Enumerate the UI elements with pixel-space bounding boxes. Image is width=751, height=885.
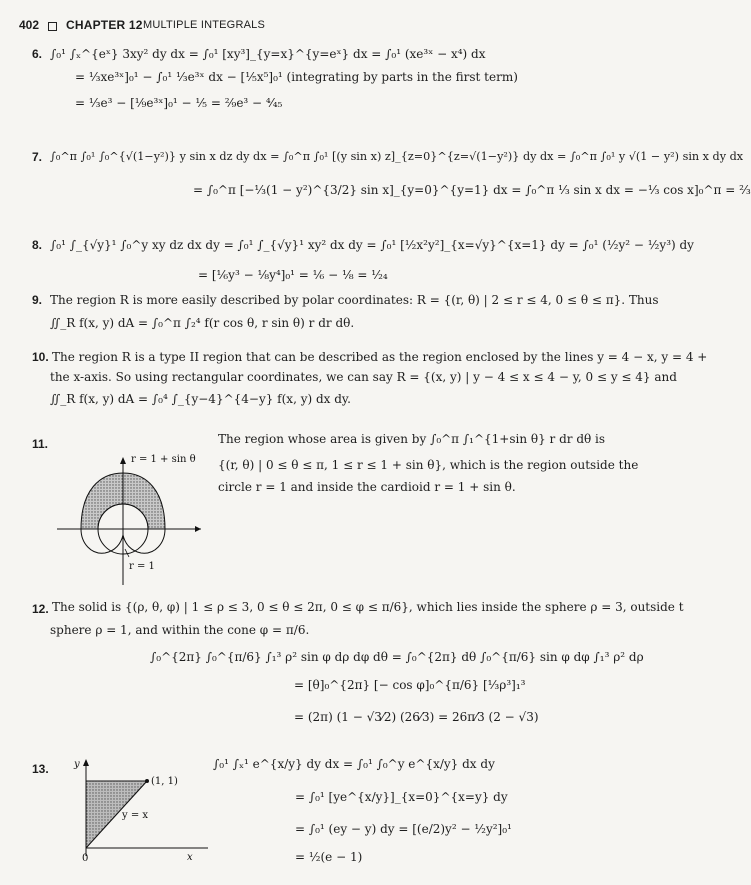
chapter-label: CHAPTER 12: [66, 18, 143, 32]
cardioid-figure: [55, 445, 205, 590]
problem-13-line-2: = ∫₀¹ [ye^{x/y}]_{x=0}^{x=y} dy: [295, 790, 508, 804]
problem-10-line-1: The region R is a type II region that can be described as the region enclosed by the lines y = 4 − x, y = 4 +: [52, 350, 708, 364]
problem-10-line-2: the x-axis. So using rectangular coordinates, we can say R = {(x, y) | y − 4 ≤ x ≤ 4 − y, 0 ≤ y ≤ 4} and: [50, 370, 677, 384]
problem-7-number: 7.: [32, 150, 43, 164]
point-1-1: [145, 779, 149, 783]
x-axis-label: x: [187, 852, 193, 863]
problem-9-number: 9.: [32, 293, 43, 307]
problem-9-line-1: The region R is more easily described by polar coordinates: R = {(r, θ) | 2 ≤ r ≤ 4, 0 ≤ θ ≤ π}. Thus: [50, 293, 659, 307]
problem-8-number: 8.: [32, 238, 43, 252]
header-box-icon: [48, 22, 57, 31]
problem-8-line-2: = [⅙y³ − ⅛y⁴]₀¹ = ⅙ − ⅛ = ¹⁄₂₄: [198, 268, 388, 282]
problem-12-line-2: sphere ρ = 1, and within the cone φ = π/6.: [50, 623, 310, 637]
page-number: 402: [19, 18, 40, 32]
problem-12-line-3: ∫₀^{2π} ∫₀^{π/6} ∫₁³ ρ² sin φ dρ dφ dθ = ∫₀^{2π} dθ ∫₀^{π/6} sin φ dφ ∫₁³ ρ² dρ: [150, 650, 644, 664]
cardioid-label: r = 1 + sin θ: [131, 454, 196, 465]
problem-11-line-3: circle r = 1 and inside the cardioid r = 1 + sin θ.: [218, 480, 516, 494]
problem-11-line-1: The region whose area is given by ∫₀^π ∫₁^{1+sin θ} r dr dθ is: [218, 432, 606, 446]
problem-11-line-2: {(r, θ) | 0 ≤ θ ≤ π, 1 ≤ r ≤ 1 + sin θ}, which is the region outside the: [218, 458, 639, 472]
y-axis-arrow: [120, 457, 126, 464]
point-label: (1, 1): [151, 776, 178, 787]
problem-13-line-4: = ½(e − 1): [295, 850, 363, 864]
y-axis-arrow: [83, 759, 89, 766]
circle-label: r = 1: [129, 561, 155, 572]
problem-12-line-1: The solid is {(ρ, θ, φ) | 1 ≤ ρ ≤ 3, 0 ≤ θ ≤ 2π, 0 ≤ φ ≤ π/6}, which lies inside the sphere ρ = 3, outside t: [52, 600, 684, 614]
problem-6-line-2: = ⅓xe³ˣ]₀¹ − ∫₀¹ ⅓e³ˣ dx − [⅕x⁵]₀¹ (integrating by parts in the first term): [75, 70, 518, 84]
problem-13-line-1: ∫₀¹ ∫ₓ¹ e^{x/y} dy dx = ∫₀¹ ∫₀^y e^{x/y} dx dy: [213, 757, 495, 771]
problem-12-number: 12.: [32, 602, 49, 616]
problem-7-line-2: = ∫₀^π [−⅓(1 − y²)^{3/2} sin x]_{y=0}^{y=1} dx = ∫₀^π ⅓ sin x dx = −⅓ cos x]₀^π = ⅔: [193, 183, 751, 197]
problem-13-line-3: = ∫₀¹ (ey − y) dy = [(e/2)y² − ½y²]₀¹: [295, 822, 512, 836]
x-axis-arrow: [195, 526, 201, 532]
problem-6-line-1: ∫₀¹ ∫ₓ^{eˣ} 3xy² dy dx = ∫₀¹ [xy³]_{y=x}^{y=eˣ} dx = ∫₀¹ (xe³ˣ − x⁴) dx: [50, 47, 486, 61]
triangle-region-figure: [62, 756, 212, 866]
problem-6-number: 6.: [32, 47, 43, 61]
problem-6-line-3: = ⅓e³ − [⅑e³ˣ]₀¹ − ⅕ = ²⁄₉e³ − ⁴⁄₄₅: [75, 96, 283, 110]
y-axis-label: y: [74, 759, 80, 770]
problem-13-number: 13.: [32, 762, 49, 776]
problem-12-line-5: = (2π) (1 − √3⁄2) (26⁄3) = 26π⁄3 (2 − √3): [294, 710, 539, 724]
problem-10-line-3: ∬_R f(x, y) dA = ∫₀⁴ ∫_{y−4}^{4−y} f(x, y) dx dy.: [50, 392, 351, 406]
chapter-title: MULTIPLE INTEGRALS: [143, 19, 265, 31]
problem-9-line-2: ∬_R f(x, y) dA = ∫₀^π ∫₂⁴ f(r cos θ, r sin θ) r dr dθ.: [50, 316, 355, 330]
origin-label: 0: [82, 853, 89, 864]
problem-11-number: 11.: [32, 437, 49, 451]
line-label: y = x: [122, 810, 149, 821]
problem-12-line-4: = [θ]₀^{2π} [− cos φ]₀^{π/6} [⅓ρ³]₁³: [294, 678, 526, 692]
problem-8-line-1: ∫₀¹ ∫_{√y}¹ ∫₀^y xy dz dx dy = ∫₀¹ ∫_{√y}¹ xy² dx dy = ∫₀¹ [½x²y²]_{x=√y}^{x=1} dy = ∫₀¹ (½y² − ½y³) dy: [50, 238, 694, 252]
problem-10-number: 10.: [32, 350, 49, 364]
problem-7-line-1: ∫₀^π ∫₀¹ ∫₀^{√(1−y²)} y sin x dz dy dx = ∫₀^π ∫₀¹ [(y sin x) z]_{z=0}^{z=√(1−y²)} dy dx = ∫₀^π ∫₀¹ y √(1 − y²) sin x dy dx: [50, 150, 744, 163]
